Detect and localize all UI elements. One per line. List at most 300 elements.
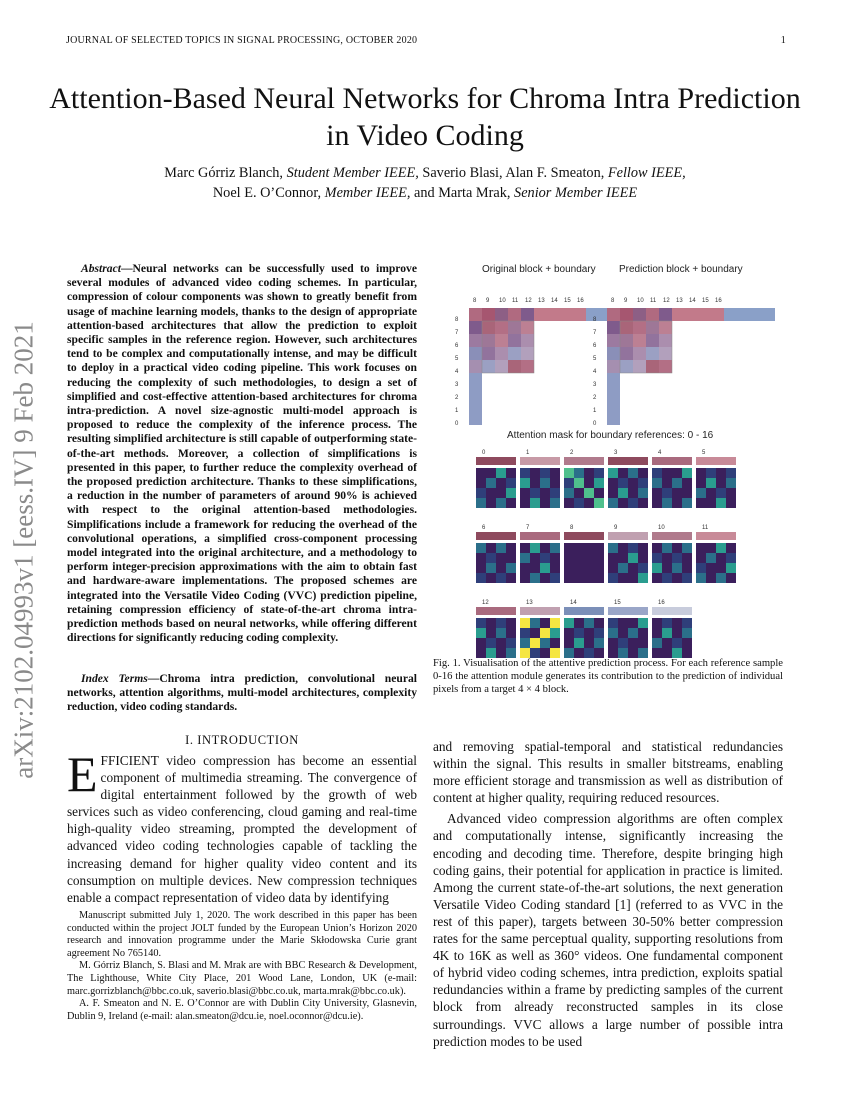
mask-boundary [564, 457, 604, 465]
top-tick: 12 [525, 298, 532, 304]
top-tick: 14 [551, 298, 558, 304]
mask-cell [628, 563, 638, 573]
mask-label: 7 [526, 525, 530, 531]
mask-cell [726, 553, 736, 563]
top-tick: 16 [715, 298, 722, 304]
mask-cell [594, 573, 604, 583]
block-cell [620, 321, 633, 334]
mask-cell [530, 648, 540, 658]
mask-cell [496, 618, 506, 628]
mask-cell [706, 573, 716, 583]
mask-cell [628, 498, 638, 508]
mask-cell [476, 543, 486, 553]
mask-cell [550, 553, 560, 563]
mask-cell [520, 543, 530, 553]
mask-cell [594, 563, 604, 573]
mask-cell [520, 648, 530, 658]
mask-boundary [652, 532, 692, 540]
mask-cell [574, 573, 584, 583]
mask-cell [628, 478, 638, 488]
abstract-label: Abstract [81, 262, 121, 275]
mask-boundary [564, 607, 604, 615]
mask-boundary [520, 607, 560, 615]
mask-cell [726, 573, 736, 583]
boundary-cell [607, 347, 620, 360]
mask-cell [486, 638, 496, 648]
block-cell [646, 334, 659, 347]
paragraph-2: Advanced video compression algorithms are often complex and computationally intense, significantly increasing the encoding and decoding time. Therefore, despite bringing high coding gains, their potential for application in practice is limited. Among the current state-of-the-art solutions, the next generation Versatile Video Coding standard [1] (referred to as VVC in the rest of this paper), targets between 30-50% better compression rates for the same perceptual quality, supporting resolutions from 4K to 16K as well as 360° videos. One fundamental component of hybrid video coding schemes, intra prediction, exploits spatial redundancies within a frame by predicting samples of the current block from already reconstructed samples in its close surroundings. VVC allows a large number of possible intra prediction modes to be used [433, 811, 783, 1049]
block-cell [482, 334, 495, 347]
mask-cell [682, 573, 692, 583]
mask-boundary [608, 607, 648, 615]
mask-cell [662, 543, 672, 553]
mask-cell [584, 563, 594, 573]
attention-mask-3 [608, 450, 648, 508]
mask-cell [608, 618, 618, 628]
mask-cell [520, 638, 530, 648]
top-tick: 8 [473, 298, 477, 304]
mask-label: 9 [614, 525, 618, 531]
mask-label: 6 [482, 525, 486, 531]
mask-cell [574, 543, 584, 553]
boundary-cell [633, 308, 646, 321]
mask-cell [540, 573, 550, 583]
mask-cell [476, 563, 486, 573]
mask-cell [638, 468, 648, 478]
mask-cell [574, 648, 584, 658]
mask-cell [476, 488, 486, 498]
mask-cell [550, 468, 560, 478]
mask-cell [716, 573, 726, 583]
left-tick: 0 [455, 421, 459, 427]
prediction-block [593, 298, 775, 427]
mask-boundary [520, 532, 560, 540]
mask-cell [520, 468, 530, 478]
mask-cell [618, 563, 628, 573]
boundary-cell [469, 412, 482, 425]
mask-cell [652, 638, 662, 648]
mask-cell [696, 563, 706, 573]
mask-cell [550, 648, 560, 658]
mask-cell [628, 628, 638, 638]
label-attention: Attention mask for boundary references: 0 - 16 [507, 430, 714, 441]
mask-cell [506, 543, 516, 553]
mask-cell [506, 618, 516, 628]
mask-cell [476, 638, 486, 648]
block-cell [620, 347, 633, 360]
mask-cell [706, 563, 716, 573]
block-cell [521, 334, 534, 347]
boundary-cell [646, 308, 659, 321]
mask-cell [496, 543, 506, 553]
mask-cell [726, 563, 736, 573]
mask-cell [618, 488, 628, 498]
mask-cell [716, 488, 726, 498]
block-cell [495, 334, 508, 347]
index-terms [67, 672, 417, 715]
mask-cell [726, 498, 736, 508]
left-tick: 5 [455, 356, 459, 362]
block-cell [508, 321, 521, 334]
mask-label: 11 [702, 525, 709, 531]
mask-cell [696, 573, 706, 583]
mask-cell [638, 543, 648, 553]
top-tick: 10 [499, 298, 506, 304]
mask-cell [584, 628, 594, 638]
attention-mask-6 [476, 525, 516, 583]
mask-cell [564, 498, 574, 508]
mask-label: 13 [526, 600, 533, 606]
mask-cell [618, 618, 628, 628]
arxiv-id: arXiv:2102.04993v1 [eess.IV] 9 Feb 2021 [8, 321, 39, 779]
mask-label: 8 [570, 525, 574, 531]
top-tick: 11 [512, 298, 519, 304]
mask-cell [486, 648, 496, 658]
block-cell [620, 360, 633, 373]
mask-cell [716, 468, 726, 478]
boundary-cell [685, 308, 698, 321]
mask-cell [506, 478, 516, 488]
mask-cell [506, 498, 516, 508]
mask-cell [662, 553, 672, 563]
block-cell [646, 321, 659, 334]
mask-cell [476, 478, 486, 488]
mask-cell [584, 648, 594, 658]
mask-cell [476, 573, 486, 583]
mask-cell [564, 563, 574, 573]
abstract [67, 262, 417, 645]
mask-cell [608, 648, 618, 658]
mask-cell [638, 618, 648, 628]
top-tick: 10 [637, 298, 644, 304]
index-terms-text: —Chroma intra prediction, convolutional neural networks, attention algorithms, multi-model architectures, complexity reduction, video coding standards. [67, 672, 417, 714]
mask-label: 2 [570, 450, 574, 456]
boundary-cell [508, 308, 521, 321]
mask-cell [530, 573, 540, 583]
mask-cell [662, 628, 672, 638]
mask-cell [628, 553, 638, 563]
arxiv-stamp [4, 300, 44, 800]
journal-name: JOURNAL OF SELECTED TOPICS IN SIGNAL PROCESSING, OCTOBER 2020 [66, 35, 418, 46]
paragraph-1: and removing spatial-temporal and statistical redundancies within the signal. This results in smaller bitstreams, enabling more efficient storage and transmission as well as distribution of content at higher quality, requiring reduced resources. [433, 739, 783, 806]
abstract-text: —Neural networks can be successfully used to improve several modules of advanced video coding schemes. In particular, compression of colour components was shown to greatly benefit from usage of machine learning models, thanks to the design of appropriate attention-based architectures that allow the prediction to exploit specific samples in the reference region. However, such architectures tend to be complex and computationally intense, and may be difficult to deploy in a practical video coding pipeline. This work focuses on reducing the complexity of such methodologies, to design a set of simplified and cost-effective attention-based architectures for chroma intra-prediction. A novel size-agnostic multi-model approach is proposed to reduce the complexity of the inference process. The resulting simplified architecture is still capable of outperforming state-of-the-art methods. Moreover, a collection of simplifications is presented in this paper, to further reduce the complexity overhead of the proposed prediction architecture. Thanks to these simplifications, a reduction in the number of parameters of around 90% is achieved with respect to the original attention-based methodologies. Simplifications include a framework for reducing the overhead of the convolutional operations, a simplified cross-component processing model integrated into the original architecture, and a methodology to perform integer-precision approximations with the aim to obtain fast and hardware-aware implementations. The proposed schemes are integrated into the Versatile Video Coding (VVC) prediction pipeline, retaining compression efficiency of state-of-the-art chroma intra-prediction methods based on neural networks, while offering different directions for significantly reducing coding complexity. [67, 262, 417, 645]
mask-cell [584, 468, 594, 478]
attention-mask-9 [608, 525, 648, 583]
mask-cell [574, 618, 584, 628]
footnotes [67, 910, 417, 1023]
boundary-cell [607, 360, 620, 373]
block-cell [508, 360, 521, 373]
mask-cell [520, 618, 530, 628]
mask-cell [496, 573, 506, 583]
mask-cell [486, 553, 496, 563]
block-cell [482, 360, 495, 373]
mask-cell [540, 628, 550, 638]
mask-cell [530, 543, 540, 553]
boundary-cell [607, 334, 620, 347]
mask-cell [564, 628, 574, 638]
mask-label: 10 [658, 525, 665, 531]
mask-cell [716, 478, 726, 488]
mask-label: 12 [482, 600, 489, 606]
mask-cell [574, 488, 584, 498]
mask-cell [618, 468, 628, 478]
mask-cell [564, 468, 574, 478]
mask-cell [662, 478, 672, 488]
attention-mask-16 [652, 600, 692, 658]
mask-cell [638, 628, 648, 638]
mask-cell [608, 498, 618, 508]
mask-cell [672, 468, 682, 478]
block-cell [482, 347, 495, 360]
mask-cell [628, 638, 638, 648]
attention-mask-10 [652, 525, 692, 583]
mask-cell [574, 638, 584, 648]
mask-boundary [652, 607, 692, 615]
mask-cell [574, 553, 584, 563]
figure-1 [445, 258, 775, 658]
mask-cell [584, 553, 594, 563]
mask-label: 16 [658, 600, 665, 606]
mask-cell [652, 543, 662, 553]
mask-cell [564, 488, 574, 498]
left-tick: 2 [455, 395, 459, 401]
boundary-cell [607, 386, 620, 399]
boundary-cell [724, 308, 775, 321]
mask-cell [540, 648, 550, 658]
boundary-cell [711, 308, 724, 321]
mask-cell [628, 648, 638, 658]
mask-cell [506, 468, 516, 478]
mask-cell [618, 573, 628, 583]
mask-cell [652, 573, 662, 583]
mask-label: 0 [482, 450, 486, 456]
mask-cell [682, 553, 692, 563]
boundary-cell [607, 308, 620, 321]
block-cell [633, 347, 646, 360]
mask-cell [550, 498, 560, 508]
mask-cell [662, 638, 672, 648]
block-cell [508, 334, 521, 347]
mask-cell [506, 488, 516, 498]
block-cell [659, 347, 672, 360]
mask-cell [520, 553, 530, 563]
mask-cell [652, 618, 662, 628]
boundary-cell [469, 334, 482, 347]
mask-cell [530, 628, 540, 638]
figure-graphic [445, 258, 775, 658]
mask-cell [574, 563, 584, 573]
attention-mask-0 [476, 450, 516, 508]
mask-cell [584, 618, 594, 628]
mask-cell [682, 543, 692, 553]
mask-cell [486, 543, 496, 553]
mask-cell [608, 478, 618, 488]
mask-cell [638, 488, 648, 498]
author-line-1: Marc Górriz Blanch, Student Member IEEE, Saverio Blasi, Alan F. Smeaton, Fellow IEEE, [164, 165, 686, 181]
mask-cell [682, 478, 692, 488]
mask-cell [486, 573, 496, 583]
mask-cell [564, 543, 574, 553]
mask-cell [706, 468, 716, 478]
block-cell [659, 334, 672, 347]
mask-label: 1 [526, 450, 530, 456]
mask-cell [716, 543, 726, 553]
mask-cell [530, 563, 540, 573]
mask-cell [574, 628, 584, 638]
left-tick: 5 [593, 356, 597, 362]
page-number: 1 [780, 35, 786, 46]
mask-cell [486, 468, 496, 478]
mask-cell [564, 553, 574, 563]
attention-mask-8 [564, 525, 604, 583]
block-cell [495, 321, 508, 334]
mask-cell [652, 498, 662, 508]
left-tick: 7 [455, 330, 459, 336]
mask-cell [696, 543, 706, 553]
block-cell [659, 360, 672, 373]
left-tick: 1 [593, 408, 597, 414]
block-cell [508, 347, 521, 360]
mask-cell [486, 628, 496, 638]
boundary-cell [521, 308, 534, 321]
mask-cell [652, 648, 662, 658]
mask-cell [520, 488, 530, 498]
mask-label: 3 [614, 450, 618, 456]
block-cell [659, 321, 672, 334]
boundary-cell [469, 321, 482, 334]
mask-cell [550, 628, 560, 638]
mask-cell [550, 573, 560, 583]
boundary-cell [607, 373, 620, 386]
running-header [66, 35, 786, 46]
mask-cell [716, 498, 726, 508]
mask-cell [584, 488, 594, 498]
index-terms-label: Index Terms [81, 672, 148, 685]
mask-cell [506, 638, 516, 648]
attention-mask-2 [564, 450, 604, 508]
mask-cell [652, 478, 662, 488]
boundary-cell [698, 308, 711, 321]
mask-cell [726, 468, 736, 478]
left-tick: 8 [593, 317, 597, 323]
mask-cell [530, 553, 540, 563]
mask-cell [672, 563, 682, 573]
mask-cell [682, 563, 692, 573]
mask-cell [638, 638, 648, 648]
top-tick: 8 [611, 298, 615, 304]
mask-cell [594, 618, 604, 628]
mask-cell [672, 573, 682, 583]
mask-cell [550, 638, 560, 648]
mask-cell [540, 498, 550, 508]
boundary-cell [534, 308, 547, 321]
mask-cell [506, 563, 516, 573]
mask-boundary [608, 457, 648, 465]
mask-cell [608, 468, 618, 478]
footnote-1: Manuscript submitted July 1, 2020. The work described in this paper has been conducted within the project JOLT funded by the European Union’s Horizon 2020 research and innovation programme under the Marie Skłodowska Curie grant agreement No 765140. [67, 910, 417, 959]
mask-cell [696, 478, 706, 488]
boundary-cell [469, 347, 482, 360]
attention-mask-7 [520, 525, 560, 583]
mask-cell [476, 648, 486, 658]
left-tick: 1 [455, 408, 459, 414]
left-tick: 6 [455, 343, 459, 349]
mask-cell [540, 488, 550, 498]
mask-cell [564, 638, 574, 648]
block-cell [646, 360, 659, 373]
mask-cell [574, 468, 584, 478]
mask-cell [662, 563, 672, 573]
mask-cell [496, 563, 506, 573]
mask-cell [652, 553, 662, 563]
top-tick: 11 [650, 298, 657, 304]
block-cell [495, 360, 508, 373]
mask-cell [618, 478, 628, 488]
mask-cell [706, 553, 716, 563]
mask-cell [608, 563, 618, 573]
mask-cell [608, 488, 618, 498]
mask-cell [652, 628, 662, 638]
mask-cell [476, 553, 486, 563]
mask-cell [520, 573, 530, 583]
mask-label: 4 [658, 450, 662, 456]
mask-cell [564, 618, 574, 628]
mask-cell [520, 628, 530, 638]
mask-cell [652, 488, 662, 498]
mask-cell [726, 543, 736, 553]
left-tick: 3 [593, 382, 597, 388]
mask-cell [594, 498, 604, 508]
block-cell [646, 347, 659, 360]
intro-body: video compression has become an essential component of multimedia streaming. The convergence of digital entertainment followed by the growth of web services such as video conferencing, cloud gaming and real-time high-quality video streaming, prompted the development of advanced video coding technologies capable of tackling the increasing demand for higher quality video content and its consumption on multiple devices. New compression techniques enable a compact representation of video data by identifying [67, 753, 417, 905]
mask-cell [608, 638, 618, 648]
mask-cell [530, 498, 540, 508]
left-tick: 6 [593, 343, 597, 349]
mask-cell [486, 498, 496, 508]
mask-cell [574, 478, 584, 488]
mask-cell [662, 498, 672, 508]
top-tick: 14 [689, 298, 696, 304]
mask-cell [486, 618, 496, 628]
mask-cell [638, 648, 648, 658]
section-heading: I. INTRODUCTION [185, 733, 299, 747]
mask-cell [682, 628, 692, 638]
mask-cell [564, 648, 574, 658]
mask-cell [662, 468, 672, 478]
left-tick: 0 [593, 421, 597, 427]
introduction-text [67, 746, 417, 906]
mask-cell [638, 478, 648, 488]
left-tick: 4 [455, 369, 459, 375]
boundary-cell [469, 360, 482, 373]
attention-mask-15 [608, 600, 648, 658]
attention-mask-1 [520, 450, 560, 508]
mask-cell [530, 488, 540, 498]
mask-cell [520, 563, 530, 573]
mask-cell [672, 628, 682, 638]
top-tick: 12 [663, 298, 670, 304]
mask-boundary [608, 532, 648, 540]
mask-cell [530, 468, 540, 478]
left-tick: 2 [593, 395, 597, 401]
mask-boundary [696, 532, 736, 540]
boundary-cell [469, 308, 482, 321]
mask-cell [540, 478, 550, 488]
mask-cell [594, 553, 604, 563]
mask-cell [652, 563, 662, 573]
block-cell [521, 347, 534, 360]
